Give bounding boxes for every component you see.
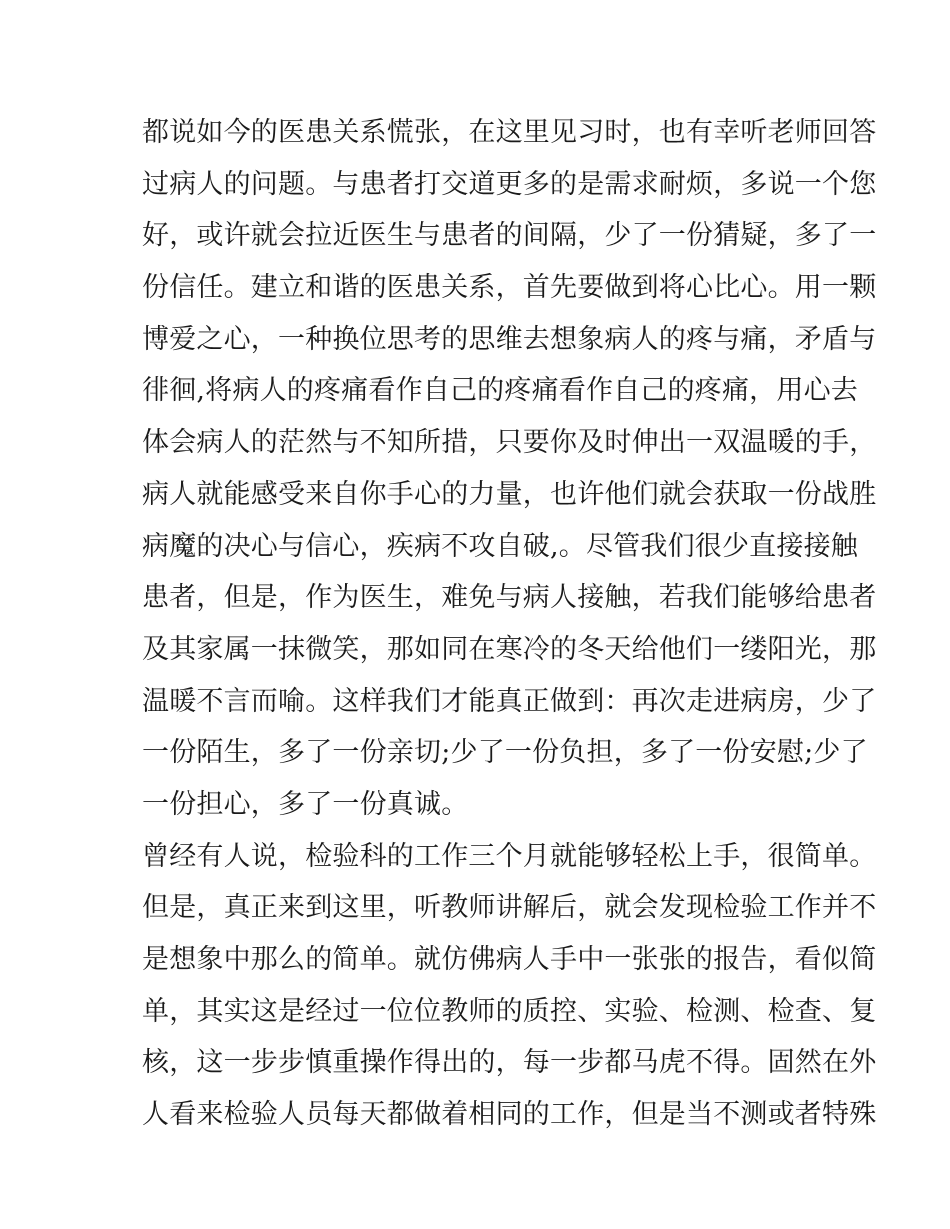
text-line: 核，这一步步慎重操作得出的，每一步都马虎不得。固然在外 <box>142 1047 877 1079</box>
text-line: 徘徊,将病人的疼痛看作自己的疼痛看作自己的疼痛，用心去 <box>142 375 858 407</box>
document-body <box>142 107 877 1141</box>
text-line: 人看来检验人员每天都做着相同的工作，但是当不测或者特殊 <box>142 1099 877 1131</box>
text-line: 及其家属一抹微笑，那如同在寒冷的冬天给他们一缕阳光，那 <box>142 633 877 665</box>
text-line: 病人就能感受来自你手心的力量，也许他们就会获取一份战胜 <box>142 478 877 510</box>
text-line: 曾经有人说，检验科的工作三个月就能够轻松上手，很简单。 <box>142 840 877 872</box>
text-line: 一份陌生，多了一份亲切;少了一份负担，多了一份安慰;少了 <box>142 737 868 769</box>
text-line: 病魔的决心与信心，疾病不攻自破,。尽管我们很少直接接触 <box>142 530 858 562</box>
text-line: 都说如今的医患关系慌张，在这里见习时，也有幸听老师回答 <box>142 117 877 148</box>
text-line: 好，或许就会拉近医生与患者的间隔，少了一份猜疑，多了一 <box>142 220 877 252</box>
text-line: 过病人的问题。与患者打交道更多的是需求耐烦，多说一个您 <box>142 168 877 200</box>
text-line: 体会病人的茫然与不知所措，只要你及时伸出一双温暖的手， <box>142 427 877 459</box>
text-line: 但是，真正来到这里，听教师讲解后，就会发现检验工作并不 <box>142 892 877 924</box>
text-line: 是想象中那么的简单。就仿佛病人手中一张张的报告，看似简 <box>142 944 877 975</box>
text-line: 温暖不言而喻。这样我们才能真正做到：再次走进病房，少了 <box>142 685 877 717</box>
text-line: 一份担心，多了一份真诚。 <box>142 788 469 820</box>
text-line: 博爱之心，一种换位思考的思维去想象病人的疼与痛，矛盾与 <box>142 323 877 355</box>
text-line: 单，其实这是经过一位位教师的质控、实验、检测、检查、复 <box>142 995 877 1027</box>
text-line: 份信任。建立和谐的医患关系，首先要做到将心比心。用一颗 <box>142 272 877 304</box>
text-line: 患者，但是，作为医生，难免与病人接触，若我们能够给患者 <box>142 582 877 614</box>
